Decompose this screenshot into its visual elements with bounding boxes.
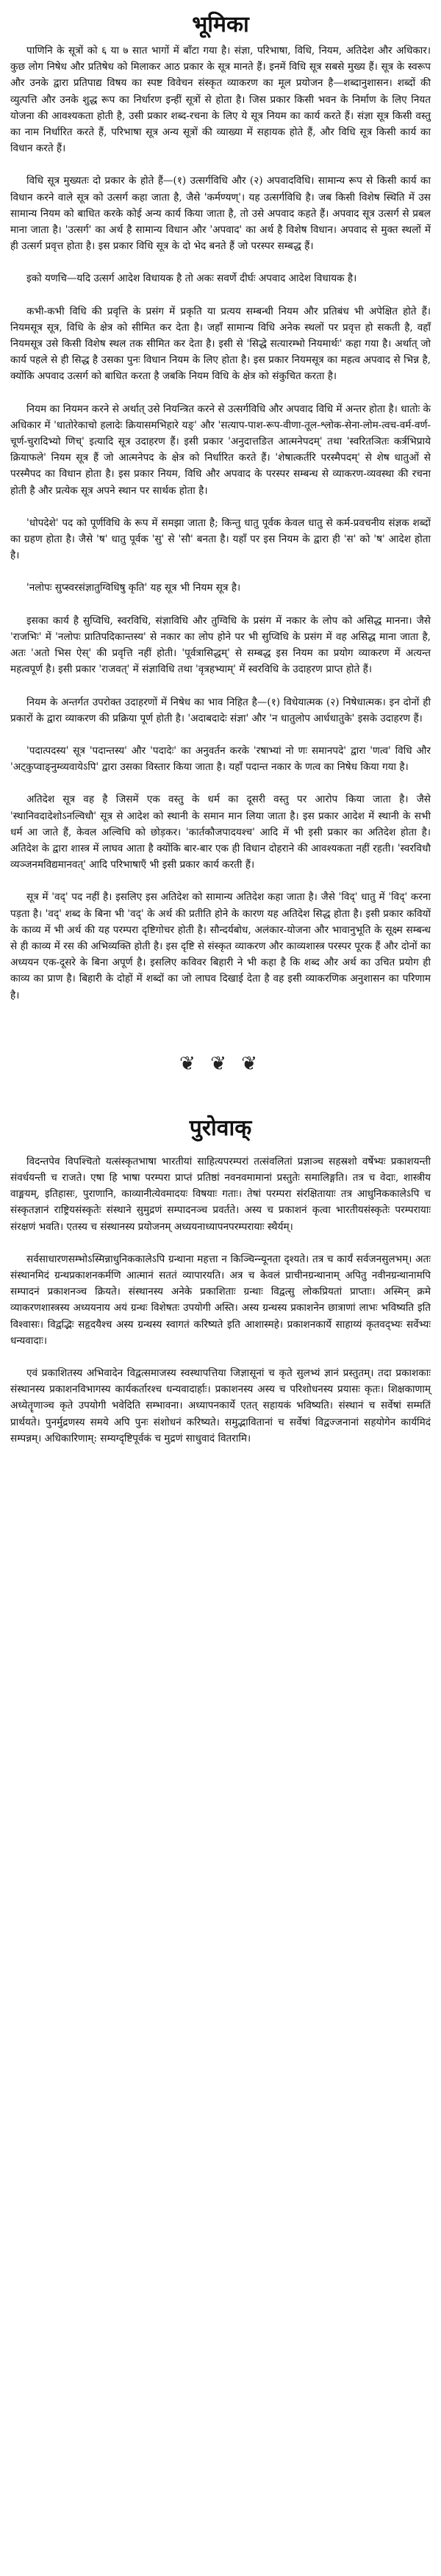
paragraph: 'पदात्पदस्य' सूत्र 'पदान्तस्य' और 'पदादेः' का अनुवर्तन करके 'रषाभ्यां नो णः समानपदे' द्वारा 'णत्व' विधि और 'अट्कुप्वाङ्नुम्व्यवायेऽपि' द्वारा उसका विस्तार किया जाता है। यहाँ पदान्त नकार के णत्व का निषेध किया गया है। — [10, 744, 431, 774]
paragraph: इसका कार्य है सुप्विधि, स्वरविधि, संज्ञाविधि और तुग्विधि के प्रसंग में नकार के लोप को असिद्ध मानना। जैसे 'राजभिः' में 'नलोपः प्रातिपदिकान्तस्य' से नकार का लोप होने पर भी सुप्विधि के प्रसंग में वह असिद्ध माना जाता है, अतः 'अतो भिस ऐस्' की प्रवृत्ति नहीं होती। 'पूर्वत्रासिद्धम्' से सम्बद्ध इस नियम का प्रयोग व्याकरण में अत्यन्त महत्वपूर्ण है। इसी प्रकार 'राजवत्' में संज्ञाविधि तथा 'वृत्रहभ्याम्' में स्वरविधि के उदाहरण प्राप्त होते हैं। — [10, 614, 431, 676]
paragraph: 'नलोपः सुप्स्वरसंज्ञातुग्विधिषु कृति' यह सूत्र भी नियम सूत्र है। — [26, 582, 241, 594]
paragraph: 'धोपदेशे' पद को पूर्णविधि के रूप में समझा जाता है; किन्तु धातु पूर्वक केवल धातु से कर्म-प्रवचनीय संज्ञक शब्दों का ग्रहण होता है। जैसे 'ष' धातु पूर्वक 'सु' से 'सौ' बनता है। यहाँ पर इस नियम के द्वारा ही 'स' को 'ष' आदेश होता है। — [10, 517, 431, 562]
paragraph: अतिदेश सूत्र वह है जिसमें एक वस्तु के धर्म का दूसरी वस्तु पर आरोप किया जाता है। जैसे 'स्थानिवदादेशोऽनल्विधौ' सूत्र से आदेश को स्थानी के समान मान लिया जाता है। इस प्रकार आदेश में स्थानी के सभी धर्म आ जाते हैं, केवल अल्विधि को छोड़कर। 'कार्तकौजपादयश्च' आदि में भी इसी प्रकार का अतिदेश होता है। अतिदेश के द्वारा शास्त्र में लाघव आता है क्योंकि बार-बार एक ही विधान दोहराने की आवश्यकता नहीं रहती। 'स्वरविधौ व्यञ्जनमविद्यमानवत्' आदि परिभाषाएँ भी इसी प्रकार कार्य करती हैं। — [10, 794, 431, 871]
paragraph: कभी-कभी विधि की प्रवृत्ति के प्रसंग में प्रकृति या प्रत्यय सम्बन्धी नियम और प्रतिबंध भी अपेक्षित होते हैं। नियमसूत्र सूत्र, विधि के क्षेत्र को सीमित कर देता है। जहाँ सामान्य विधि अनेक स्थलों पर प्रवृत्त हो सकती है, वहाँ नियमसूत्र उसे किसी विशेष स्थल तक सीमित कर देता है। इसी से 'सिद्धे सत्यारम्भो नियमार्थः' कहा गया है। अर्थात् जो कार्य पहले से ही सिद्ध है उसका पुनः विधान नियम के लिए होता है। इस प्रकार नियमसूत्र का महत्व अपवाद से भिन्न है, क्योंकि अपवाद उत्सर्ग को बाधित करता है जबकि नियम विधि के क्षेत्र को संकुचित करता है। — [10, 305, 431, 383]
paragraph: नियम का नियमन करने से अर्थात् उसे नियन्त्रित करने से उत्सर्गविधि और अपवाद विधि में अन्तर होता है। धातोः के अधिकार में 'धातोरेकाचो हलादेः क्रियासमभिहारे यङ्' और 'सत्याप-पाश-रूप-वीणा-तूल-श्लोक-सेना-लोम-त्वच-वर्म-वर्ण-चूर्ण-चुरादिभ्यो णिच्' इत्यादि सूत्र उदाहरण हैं। इसी प्रकार 'अनुदात्तङित आत्मनेपदम्' तथा 'स्वरितञितः कर्त्रभिप्राये क्रियाफले' नियम सूत्र हैं जो आत्मनेपद के क्षेत्र को निर्धारित करते हैं। 'शेषात्कर्तरि परस्मैपदम्' से शेष धातुओं से परस्मैपद का विधान होता है। इस प्रकार नियम, विधि और अपवाद के परस्पर सम्बन्ध से व्याकरण-व्यवस्था की रचना होती है और प्रत्येक सूत्र अपने स्थान पर सार्थक होता है। — [10, 403, 431, 497]
paragraph: नियम के अन्तर्गत उपरोक्त उदाहरणों में निषेध का भाव निहित है—(१) विधेयात्मक (२) निषेधात्मक। इन दोनों ही प्रकारों के द्वारा व्याकरण की प्रक्रिया पूर्ण होती है। 'अदाबदादेः संज्ञा' और 'न धातुलोप आर्धधातुके' इसके उदाहरण हैं। — [10, 696, 431, 724]
paragraph: एवं प्रकाशितस्य अभिवादेन विद्वत्समाजस्य स्वस्थापत्तिया जिज्ञासूनां च कृते सुलभ्यं ज्ञानं प्रस्तुतम्। तदा प्रकाशकाः संस्थानस्य प्रकाशनविभागस्य कार्यकर्तारश्च धन्यवादार्हाः। प्रकाशनस्य अस्य च परिशोधनस्य प्रयासः कृतः। शिक्षकाणाम् अध्येतॄणाञ्च कृते उपयोगी भवेदिति सम्भावना। अध्यापनकार्ये एतत् सहायकं भविष्यति। संस्थानं च सर्वेषां सम्मतिं प्रार्थयते। पुनर्मुद्रणस्य समये अपि पुनः संशोधनं करिष्यते। समुद्भावितानां च सर्वेषां विद्वज्जनानां सहयोगेन कार्यमिदं सम्पन्नम्। अधिकारिणाम्: सम्यग्दृष्टिपूर्वकं च मुद्रणं साधुवादं वितरामि। — [10, 1367, 431, 1444]
section-divider-ornament: ❦ ❦ ❦ — [179, 1052, 262, 1075]
section-title-bhumika: भूमिका — [192, 12, 249, 37]
paragraph: विधि सूत्र मुख्यतः दो प्रकार के होते हैं—(१) उत्सर्गविधि और (२) अपवादविधि। सामान्य रूप से किसी कार्य का विधान करने वाले सूत्र को उत्सर्ग कहा जाता है, जैसे 'कर्मण्यण्'। यह उत्सर्गविधि है। जब किसी विशेष स्थिति में उस सामान्य नियम को बाधित करके कोई अन्य कार्य किया जाता है, तो उसे अपवाद कहते हैं। अपवाद सूत्र उत्सर्ग से प्रबल माना जाता है। 'उत्सर्ग' का अर्थ है सामान्य विधान और 'अपवाद' का अर्थ है विशेष विधान। अपवाद से मुक्त स्थलों में ही उत्सर्ग प्रवृत्त होता है। इस प्रकार विधि सूत्र के दो भेद बनते हैं जो परस्पर सम्बद्ध हैं। — [10, 175, 431, 253]
section-body-bhumika — [10, 43, 431, 1004]
paragraph: सर्वसाधारणसम्भोऽस्मिन्नाधुनिककालेऽपि ग्रन्थाना महत्ता न किञ्चिन्न्यूनता दृश्यते। तत्र च कार्यं सर्वजनसुलभम्। अतः संस्थानमिदं ग्रन्थप्रकाशनकर्मणि आत्मानं सततं व्यापारयति। अत्र च केवलं प्राचीनग्रन्थानाम् अपितु नवीनग्रन्थानामपि सम्पादनं प्रकाशनञ्च क्रियते। संस्थानस्य अनेके प्रकाशिताः ग्रन्थाः विद्वत्सु लोकप्रियतां प्राप्ताः। अस्मिन् क्रमे व्याकरणशास्त्रस्य अध्ययनाय अयं ग्रन्थः विशेषतः उपयोगी अस्ति। अस्य ग्रन्थस्य प्रकाशनेन छात्राणां लाभः भविष्यति इति विश्वासः। विद्वद्भिः सहृदयैश्च अस्य ग्रन्थस्य स्वागतं करिष्यते इति आशास्महे। प्रकाशनकार्ये साहाय्यं कृतवद्भ्यः सर्वेभ्यः धन्यवादाः। — [10, 1253, 431, 1347]
paragraph: विदन्तपेव विपश्चितो यत्संस्कृतभाषा भारतीयां साहित्यपरम्परां तत्संवलितां प्रज्ञाञ्च सहस्रशो वर्षेभ्यः प्रकाशयन्ती संवर्धयन्ती च राजते। एषा हि भाषा परम्परा प्राप्तं प्रतिष्ठां नवनवमामानां प्रस्तुतेः समालिङ्गति। तत्र च वेदाः, शास्त्रीय वाङ्मयम्, इतिहासः, पुराणानि, काव्यानीत्येवमादयः विषयाः गताः। तेषां परम्परा संरक्षितायाः तत्र आधुनिककालेऽपि च संस्कृतज्ञानं राष्ट्रियसंस्कृतेः संस्थाने सुमुद्रणं सम्पादनञ्च प्रवर्तते। अस्य च प्रकाशनं कृत्वा भारतीयसंस्कृतेः परम्परायाः संरक्षणं भवति। एतस्य च संस्थानस्य प्रयोजनम् अध्ययनाध्यापनपरम्परायाः स्थैर्यम्। — [10, 1155, 431, 1233]
section-body-purovak — [10, 1154, 431, 1447]
paragraph: सूत्र में 'वद्' पद नहीं है। इसलिए इस अतिदेश को सामान्य अतिदेश कहा जाता है। जैसे 'विद्' धातु में 'विद्' करना पड़ता है। 'वद्' शब्द के बिना भी 'वद्' के अर्थ की प्रतीति होने के कारण यह अतिदेश सिद्ध होता है। इसी प्रकार कवियों के काव्य में भी अर्थ की यह परम्परा दृष्टिगोचर होती है। सौन्दर्यबोध, अलंकार-योजना और भावानुभूति के सूक्ष्म सम्बन्ध से ही काव्य में रस की अभिव्यक्ति होती है। इस दृष्टि से संस्कृत व्याकरण और काव्यशास्त्र परस्पर पूरक हैं और दोनों का अध्ययन एक-दूसरे के बिना अपूर्ण है। इसलिए कविवर बिहारी ने भी कहा है कि शब्द और अर्थ का उचित प्रयोग ही काव्य का प्राण है। बिहारी के दोहों में शब्दों का जो लाघव दिखाई देता है वह इसी व्याकरणिक अनुशासन का परिणाम है। — [10, 891, 431, 1001]
section-title-purovak: पुरोवाक् — [189, 1115, 252, 1141]
paragraph: इको यणचि—यदि उत्सर्ग आदेश विधायक है तो अकः सवर्णे दीर्घः अपवाद आदेश विधायक है। — [26, 273, 357, 285]
paragraph: पाणिनि के सूत्रों को ६ या ७ सात भागों में बाँटा गया है। संज्ञा, परिभाषा, विधि, नियम, अतिदेश और अधिकार। कुछ लोग निषेध और प्रतिषेध को मिलाकर आठ प्रकार के सूत्र मानते हैं। इनमें विधि सूत्र सबसे मुख्य हैं। सूत्र के स्वरूप और उनके द्वारा प्रतिपाद्य विषय का स्पष्ट विवेचन संस्कृत व्याकरण का मूल प्रयोजन है—शब्दानुशासन। शब्दों की व्युत्पत्ति और उनके शुद्ध रूप का निर्धारण इन्हीं सूत्रों से होता है। जिस प्रकार किसी भवन के निर्माण के लिए नियत योजना की आवश्यकता होती है, उसी प्रकार शब्द-रचना के लिए ये सूत्र नियम का कार्य करते हैं। संज्ञा सूत्र किसी वस्तु का नाम निर्धारित करते हैं, परिभाषा सूत्र अन्य सूत्रों की व्याख्या में सहायक होते हैं, और विधि सूत्र किसी कार्य का विधान करते हैं। — [10, 45, 431, 155]
